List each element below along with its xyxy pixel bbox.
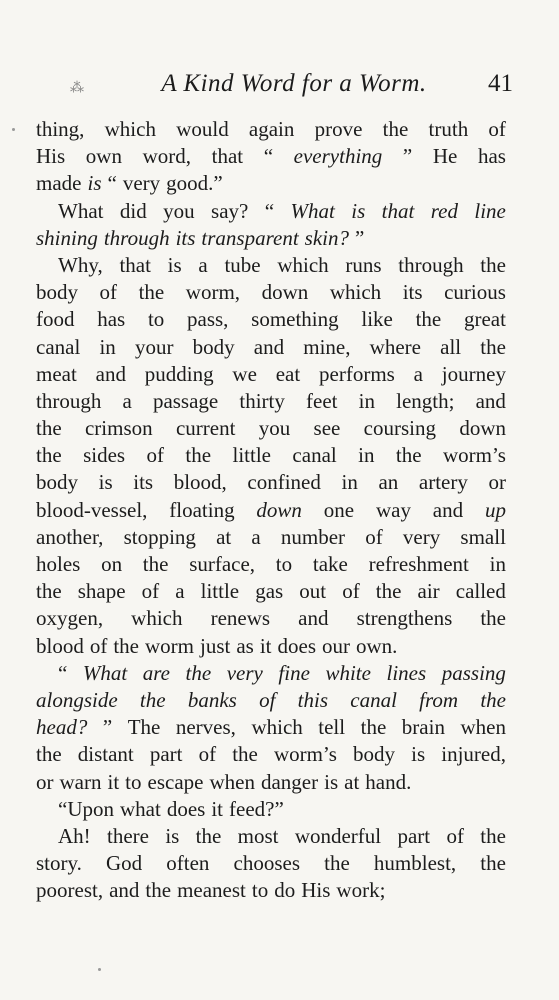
word: is — [98, 470, 113, 495]
word: the — [36, 742, 62, 767]
paragraph — [36, 198, 506, 252]
word: this — [297, 687, 329, 712]
word: like — [361, 307, 393, 332]
word: God — [106, 851, 143, 876]
word: an — [378, 470, 399, 495]
word: current — [175, 416, 236, 441]
word: brain — [401, 715, 445, 740]
text-line — [36, 578, 506, 605]
word: “ — [263, 144, 274, 169]
word: thing, — [36, 117, 85, 141]
word: “ — [107, 171, 117, 196]
word: truth — [428, 117, 469, 141]
word: it — [107, 769, 120, 794]
word: the — [36, 416, 62, 441]
word: a — [413, 361, 423, 386]
text-line — [36, 796, 506, 823]
paragraph — [36, 660, 506, 796]
word: to — [251, 878, 269, 903]
word: one — [323, 497, 355, 522]
word: His — [301, 878, 331, 903]
word: down — [261, 280, 309, 305]
paragraph — [36, 796, 506, 823]
word: oxygen, — [36, 606, 104, 631]
text-line — [36, 198, 506, 225]
word: He — [432, 144, 458, 169]
word: white — [325, 660, 371, 685]
word: pass, — [187, 307, 229, 332]
word: of — [342, 579, 360, 604]
word: our — [322, 633, 351, 658]
word: very — [122, 171, 161, 196]
word: would — [176, 117, 229, 141]
text-line — [36, 279, 506, 306]
word: at — [344, 769, 360, 794]
word: the — [480, 606, 506, 631]
text-line — [36, 769, 506, 796]
word: of — [365, 524, 383, 549]
word: blood — [36, 633, 84, 658]
word: and — [95, 361, 126, 386]
word: it — [211, 796, 223, 821]
word: and — [109, 878, 140, 903]
word: do — [274, 878, 296, 903]
text-line — [36, 388, 506, 415]
word: of — [259, 687, 276, 712]
word: body — [36, 280, 78, 305]
word: transparent — [201, 225, 299, 250]
word: is — [87, 171, 102, 196]
word: that — [119, 252, 151, 277]
word: little — [200, 579, 240, 604]
word: a — [175, 579, 185, 604]
word: great — [463, 307, 506, 332]
word: to — [147, 307, 165, 332]
word: journey — [441, 361, 506, 386]
word: meat — [36, 361, 77, 386]
word: of — [446, 823, 464, 848]
paragraph — [36, 823, 506, 905]
word: confined — [247, 470, 321, 495]
word: word, — [142, 144, 191, 169]
word: down — [256, 497, 302, 522]
word: of — [146, 443, 164, 468]
word: mine, — [303, 334, 351, 359]
word: which — [329, 280, 382, 305]
text-line — [36, 714, 506, 741]
word: of — [99, 280, 118, 305]
text-line — [36, 877, 506, 904]
word: its — [133, 470, 154, 495]
word: floating — [169, 497, 235, 522]
word: the — [480, 823, 506, 848]
word: through — [398, 252, 464, 277]
word: stopping — [123, 524, 196, 549]
word: “Upon — [58, 796, 114, 821]
word: head? — [36, 715, 88, 740]
word: runs — [345, 252, 382, 277]
word: nerves, — [175, 715, 236, 740]
word: the — [113, 633, 139, 658]
word: the — [480, 252, 506, 277]
text-line — [36, 442, 506, 469]
text-line — [36, 741, 506, 768]
word: lines — [386, 660, 427, 685]
word: the — [145, 878, 172, 903]
word: through — [36, 388, 102, 413]
word: canal — [350, 687, 397, 712]
word: out — [299, 579, 327, 604]
word: everything — [293, 144, 383, 169]
word: something — [251, 307, 339, 332]
word: your — [134, 334, 174, 359]
word: there — [107, 823, 149, 848]
word: the — [185, 443, 212, 468]
word: good.” — [166, 171, 223, 196]
word: danger — [260, 769, 319, 794]
running-title: A Kind Word for a Worm. — [161, 70, 427, 97]
word: the — [375, 579, 402, 604]
text-line — [36, 225, 506, 252]
word: all — [440, 334, 462, 359]
word: the — [480, 851, 506, 876]
word: the — [395, 443, 422, 468]
text-line — [36, 469, 506, 496]
word: the — [232, 742, 258, 767]
text-line — [36, 687, 506, 714]
ornament-icon: ⁂ — [70, 81, 84, 96]
word: holes — [36, 552, 81, 576]
word: canal — [36, 334, 81, 359]
word: worm — [145, 633, 194, 658]
text-line — [36, 415, 506, 442]
word: the — [138, 280, 165, 305]
word: and — [432, 497, 464, 522]
word: a — [251, 524, 261, 549]
word: has — [477, 144, 506, 169]
text-line — [36, 334, 506, 361]
text-line — [36, 170, 506, 197]
word: way — [375, 497, 411, 522]
word: hand. — [365, 769, 412, 794]
word: has — [97, 307, 126, 332]
text-line — [36, 605, 506, 632]
word: His — [36, 144, 66, 169]
word: and — [253, 334, 285, 359]
word: the — [36, 443, 62, 468]
word: distant — [77, 742, 134, 767]
word: feed?” — [229, 796, 284, 821]
word: as — [236, 633, 254, 658]
word: artery — [418, 470, 468, 495]
word: in — [341, 470, 358, 495]
word: its — [402, 280, 423, 305]
word: curious — [444, 280, 506, 305]
word: or — [36, 769, 54, 794]
word: “ — [58, 660, 68, 685]
word: you — [258, 416, 291, 441]
word: a — [122, 388, 132, 413]
word: in — [99, 334, 116, 359]
word: Ah! — [58, 823, 91, 848]
word: down — [459, 416, 506, 441]
word: a — [198, 252, 208, 277]
word: does — [277, 633, 317, 658]
word: The — [127, 715, 161, 740]
word: the — [139, 687, 166, 712]
word: take — [312, 552, 348, 576]
word: or — [488, 470, 506, 495]
word: pudding — [144, 361, 214, 386]
text-line — [36, 524, 506, 551]
word: work; — [336, 878, 386, 903]
word: poorest, — [36, 878, 104, 903]
text-line — [36, 633, 506, 660]
word: banks — [187, 687, 237, 712]
word: “ — [264, 198, 275, 223]
word: warn — [59, 769, 102, 794]
word: most — [237, 823, 279, 848]
word: passing — [441, 660, 506, 685]
word: the — [142, 552, 169, 576]
word: from — [419, 687, 459, 712]
text-line — [36, 252, 506, 279]
word: wonderful — [294, 823, 382, 848]
word: gas — [255, 579, 284, 604]
word: What — [290, 198, 335, 223]
word: blood, — [173, 470, 227, 495]
word: air — [417, 579, 440, 604]
word: we — [232, 361, 257, 386]
word: story. — [36, 851, 82, 876]
word: is — [167, 252, 182, 277]
text-line — [36, 551, 506, 578]
word: blood-vessel, — [36, 497, 148, 522]
word: you — [163, 198, 195, 223]
word: tube — [224, 252, 261, 277]
word: the — [36, 579, 62, 604]
word: fine — [278, 660, 310, 685]
paragraph — [36, 116, 506, 198]
word: ” — [402, 144, 413, 169]
word: What — [58, 198, 104, 223]
word: of — [141, 579, 160, 604]
word: that — [381, 198, 415, 223]
word: coursing — [363, 416, 436, 441]
word: number — [280, 524, 346, 549]
word: length; — [396, 388, 455, 413]
paper-speck — [98, 968, 101, 971]
word: are — [142, 660, 170, 685]
word: very — [226, 660, 263, 685]
word: in — [358, 388, 375, 413]
word: when — [460, 715, 506, 740]
word: humblest, — [373, 851, 457, 876]
word: alongside — [36, 687, 118, 712]
word: its — [175, 225, 196, 250]
word: surface, — [189, 552, 256, 576]
word: is — [351, 198, 366, 223]
word: small — [460, 524, 506, 549]
word: worm’s — [273, 742, 337, 767]
word: worm’s — [442, 443, 506, 468]
word: line — [474, 198, 506, 223]
word: tell — [318, 715, 346, 740]
word: renews — [210, 606, 271, 631]
paragraph — [36, 252, 506, 660]
word: passage — [152, 388, 219, 413]
page-header — [36, 70, 513, 106]
word: is — [411, 742, 426, 767]
text-line — [36, 497, 506, 524]
word: when — [209, 769, 255, 794]
word: on — [101, 552, 123, 576]
word: which — [277, 252, 329, 277]
text-line — [36, 143, 506, 170]
word: in — [489, 552, 506, 576]
word: the — [195, 823, 222, 848]
text-line — [36, 361, 506, 388]
paper-speck — [12, 128, 15, 131]
word: canal — [292, 443, 337, 468]
word: body — [192, 334, 235, 359]
word: What — [82, 660, 128, 685]
word: eat — [275, 361, 301, 386]
text-line — [36, 306, 506, 333]
word: of — [89, 633, 108, 658]
word: it — [259, 633, 272, 658]
word: the — [415, 307, 442, 332]
word: feet — [306, 388, 338, 413]
word: own — [85, 144, 122, 169]
word: which — [131, 606, 183, 631]
word: see — [313, 416, 341, 441]
word: called — [455, 579, 506, 604]
word: crimson — [84, 416, 153, 441]
word: the — [382, 117, 409, 141]
word: the — [360, 715, 387, 740]
word: which — [104, 117, 156, 141]
word: shining — [36, 225, 98, 250]
text-line — [36, 660, 506, 687]
word: very — [402, 524, 441, 549]
word: at — [216, 524, 232, 549]
word: red — [430, 198, 458, 223]
text-line — [36, 823, 506, 850]
word: thirty — [239, 388, 285, 413]
word: of — [488, 117, 506, 141]
word: to — [275, 552, 293, 576]
word: the — [185, 660, 212, 685]
text-line — [36, 116, 506, 143]
word: which — [251, 715, 303, 740]
word: is — [324, 769, 339, 794]
word: where — [369, 334, 421, 359]
word: sides — [83, 443, 126, 468]
word: often — [166, 851, 210, 876]
word: is — [165, 823, 180, 848]
text-line — [36, 850, 506, 877]
word: just — [200, 633, 231, 658]
word: up — [484, 497, 506, 522]
word: did — [119, 198, 147, 223]
word: another, — [36, 524, 104, 549]
word: performs — [319, 361, 395, 386]
word: the — [324, 851, 350, 876]
word: the — [480, 334, 506, 359]
word: chooses — [233, 851, 301, 876]
page-number: 41 — [488, 70, 513, 97]
word: escape — [147, 769, 204, 794]
word: does — [166, 796, 206, 821]
word: injured, — [441, 742, 506, 767]
word: part — [149, 742, 183, 767]
word: what — [120, 796, 161, 821]
word: the — [480, 687, 506, 712]
word: to — [125, 769, 142, 794]
word: that — [211, 144, 244, 169]
word: part — [397, 823, 431, 848]
word: again — [248, 117, 295, 141]
word: little — [232, 443, 271, 468]
word: body — [353, 742, 396, 767]
word: worm, — [185, 280, 241, 305]
word: through — [103, 225, 170, 250]
word: and — [298, 606, 329, 631]
word: own. — [356, 633, 398, 658]
word: made — [36, 171, 82, 196]
word: in — [358, 443, 375, 468]
word: and — [475, 388, 506, 413]
word: food — [36, 307, 75, 332]
word: prove — [314, 117, 363, 141]
word: say? — [211, 198, 249, 223]
word: body — [36, 470, 78, 495]
word: skin? — [304, 225, 349, 250]
word: ” — [102, 715, 113, 740]
word: meanest — [177, 878, 246, 903]
word: ” — [354, 225, 365, 250]
word: of — [198, 742, 217, 767]
body-text — [36, 116, 506, 904]
word: Why, — [58, 252, 103, 277]
word: shape — [77, 579, 126, 604]
word: refreshment — [368, 552, 469, 576]
word: strengthens — [356, 606, 453, 631]
